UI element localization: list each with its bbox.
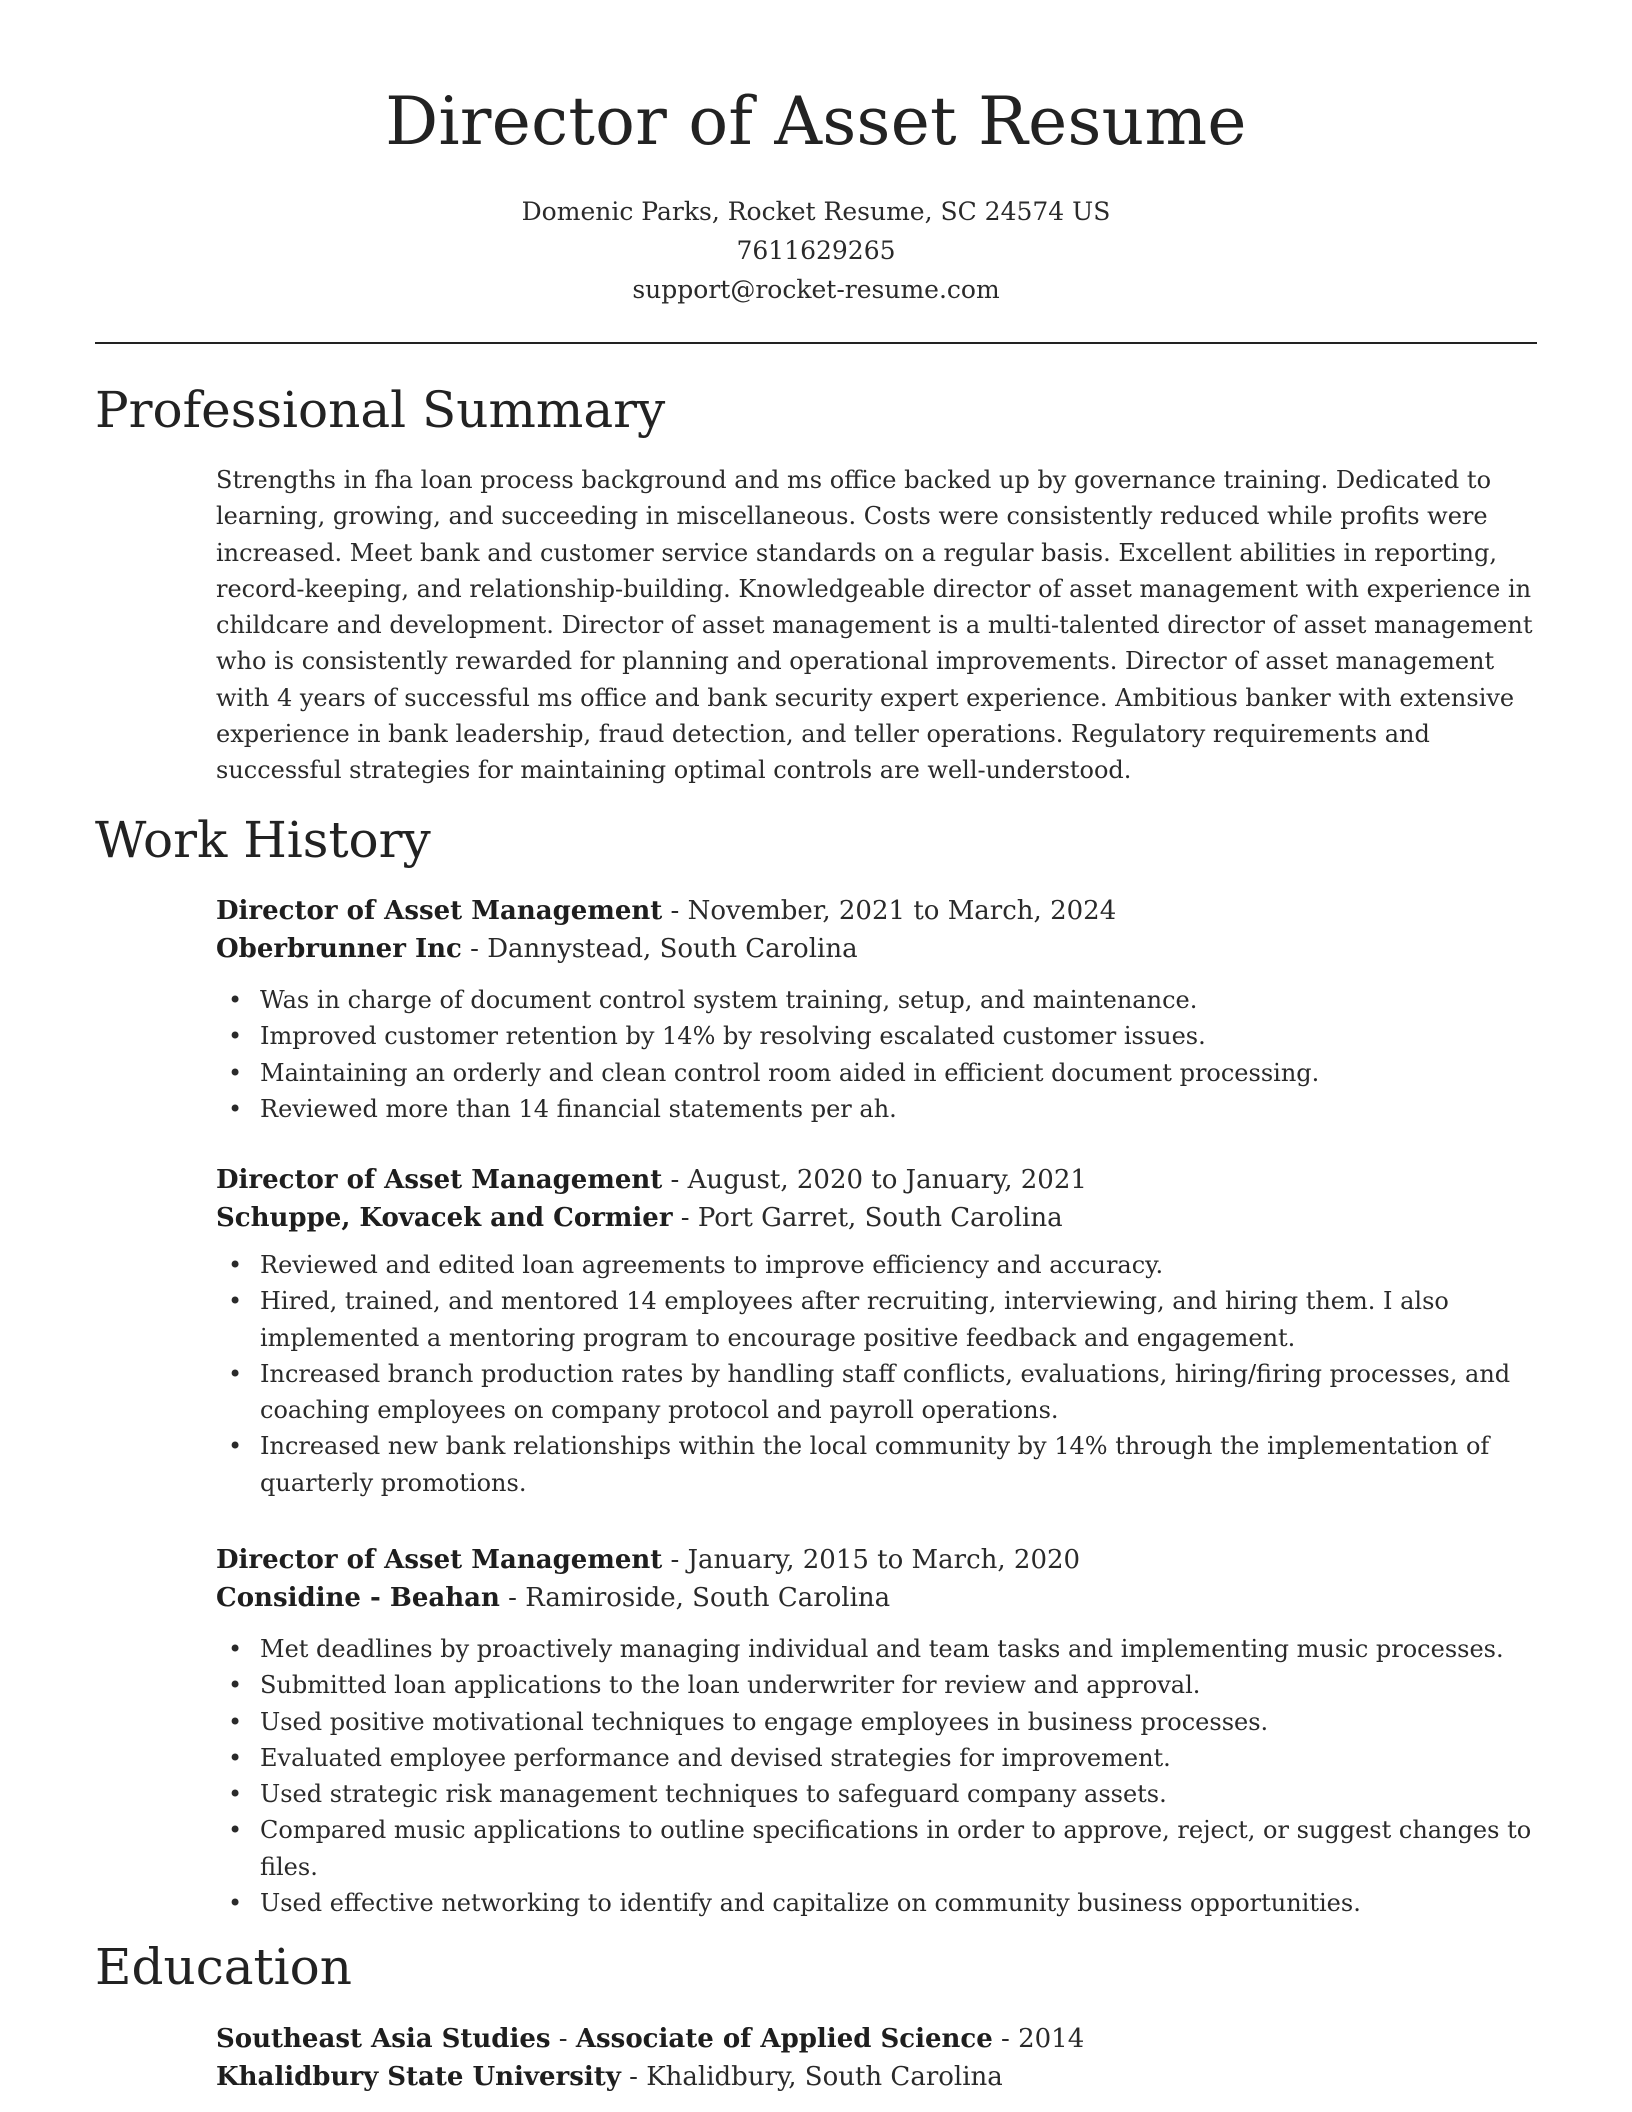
list-item: • Maintaining an orderly and clean control room aided in efficient document processing. — [228, 1058, 1320, 1087]
job-company: Considine - Beahan — [216, 1583, 500, 1613]
work-history-heading: Work History — [95, 811, 431, 869]
list-item: • Evaluated employee performance and devised strategies for improvement. — [228, 1743, 1171, 1772]
contact-address: Domenic Parks, Rocket Resume, SC 24574 US — [521, 197, 1111, 226]
job-entry — [216, 1161, 1537, 1501]
job-bullets — [216, 1631, 1537, 1921]
job-company-line: Oberbrunner Inc - Dannystead, South Carolina — [216, 934, 858, 964]
education-location: Khalidbury, South Carolina — [646, 2062, 1003, 2092]
list-item: • Increased branch production rates by handling staff conflicts, evaluations, hiring/firing processes, and coaching employees on company protocol and payroll operations. — [228, 1359, 1511, 1425]
list-item: • Increased new bank relationships within the local community by 14% through the implementation of quarterly promotions. — [228, 1432, 1490, 1497]
job-title: Director of Asset Management — [216, 896, 663, 926]
job-company: Schuppe, Kovacek and Cormier — [216, 1203, 673, 1233]
job-dates: August, 2020 to January, 2021 — [687, 1165, 1087, 1195]
job-company: Oberbrunner Inc — [216, 934, 462, 964]
list-item: • Submitted loan applications to the loan underwriter for review and approval. — [228, 1671, 1201, 1700]
job-title-line: Director of Asset Management - November, 2021 to March, 2024 — [216, 896, 1117, 926]
contact-block — [95, 192, 1537, 309]
list-item: • Compared music applications to outline specifications in order to approve, reject, or suggest changes to files. — [228, 1816, 1532, 1881]
list-item: • Hired, trained, and mentored 14 employees after recruiting, interviewing, and hiring them. I also implemented a mentoring program to encourage positive feedback and engagement. — [228, 1287, 1449, 1352]
job-title-line: Director of Asset Management - August, 2020 to January, 2021 — [216, 1165, 1087, 1195]
resume-title: Director of Asset Resume — [385, 83, 1247, 160]
summary-section — [216, 462, 1537, 789]
job-location: Port Garret, South Carolina — [697, 1203, 1063, 1233]
job-location: Ramiroside, South Carolina — [525, 1583, 891, 1613]
contact-phone: 7611629265 — [736, 236, 896, 265]
list-item: • Used effective networking to identify and capitalize on community business opportunities. — [228, 1889, 1361, 1918]
education-field: Southeast Asia Studies — [216, 2024, 551, 2054]
education-entry — [216, 2020, 1537, 2096]
job-title-line: Director of Asset Management - January, 2015 to March, 2020 — [216, 1545, 1081, 1575]
education-heading: Education — [95, 1938, 352, 1996]
job-title: Director of Asset Management — [216, 1545, 663, 1575]
summary-text: Strengths in fha loan process background and ms office backed up by governance training. Dedicated to learning, growing, and succeeding in miscellaneous. Costs were consistently reduced while profits were increased. Meet bank and customer service standards on a regular basis. Excellent abilities in reporting, record-keeping, and relationship-building. Knowledgeable director of asset management with experience in childcare and development. Director of asset management is a multi-talented director of asset management who is consistently rewarded for planning and operational improvements. Director of asset management with 4 years of successful ms office and bank security expert experience. Ambitious banker with extensive experience in bank leadership, fraud detection, and teller operations. Regulatory requirements and successful strategies for maintaining optimal controls are well-understood. — [216, 466, 1533, 785]
list-item: • Used positive motivational techniques to engage employees in business processes. — [228, 1707, 1269, 1736]
header-divider — [95, 342, 1537, 344]
education-degree: Associate of Applied Science — [575, 2024, 993, 2054]
contact-email: support@rocket-resume.com — [632, 275, 1000, 304]
education-year: 2014 — [1018, 2024, 1085, 2054]
job-entry — [216, 1541, 1537, 1921]
job-entry — [216, 892, 1537, 1127]
list-item: • Was in charge of document control system training, setup, and maintenance. — [228, 986, 1198, 1014]
job-location: Dannystead, South Carolina — [487, 934, 858, 964]
job-bullets — [216, 982, 1537, 1127]
education-school: Khalidbury State University — [216, 2062, 621, 2092]
job-dates: January, 2015 to March, 2020 — [687, 1545, 1081, 1575]
list-item: • Reviewed and edited loan agreements to improve efficiency and accuracy. — [228, 1251, 1164, 1279]
education-degree-line: Southeast Asia Studies - Associate of Applied Science - 2014 — [216, 2024, 1085, 2054]
summary-heading: Professional Summary — [95, 381, 666, 439]
job-company-line: Schuppe, Kovacek and Cormier - Port Garret, South Carolina — [216, 1203, 1063, 1233]
list-item: • Reviewed more than 14 financial statements per ah. — [228, 1094, 897, 1123]
job-bullets — [216, 1247, 1537, 1501]
job-title: Director of Asset Management — [216, 1165, 663, 1195]
job-dates: November, 2021 to March, 2024 — [687, 896, 1117, 926]
list-item: • Improved customer retention by 14% by resolving escalated customer issues. — [228, 1022, 1206, 1051]
list-item: • Used strategic risk management techniques to safeguard company assets. — [228, 1780, 1167, 1809]
job-company-line: Considine - Beahan - Ramiroside, South Carolina — [216, 1583, 891, 1613]
list-item: • Met deadlines by proactively managing individual and team tasks and implementing music processes. — [228, 1635, 1504, 1663]
education-school-line: Khalidbury State University - Khalidbury, South Carolina — [216, 2062, 1003, 2092]
